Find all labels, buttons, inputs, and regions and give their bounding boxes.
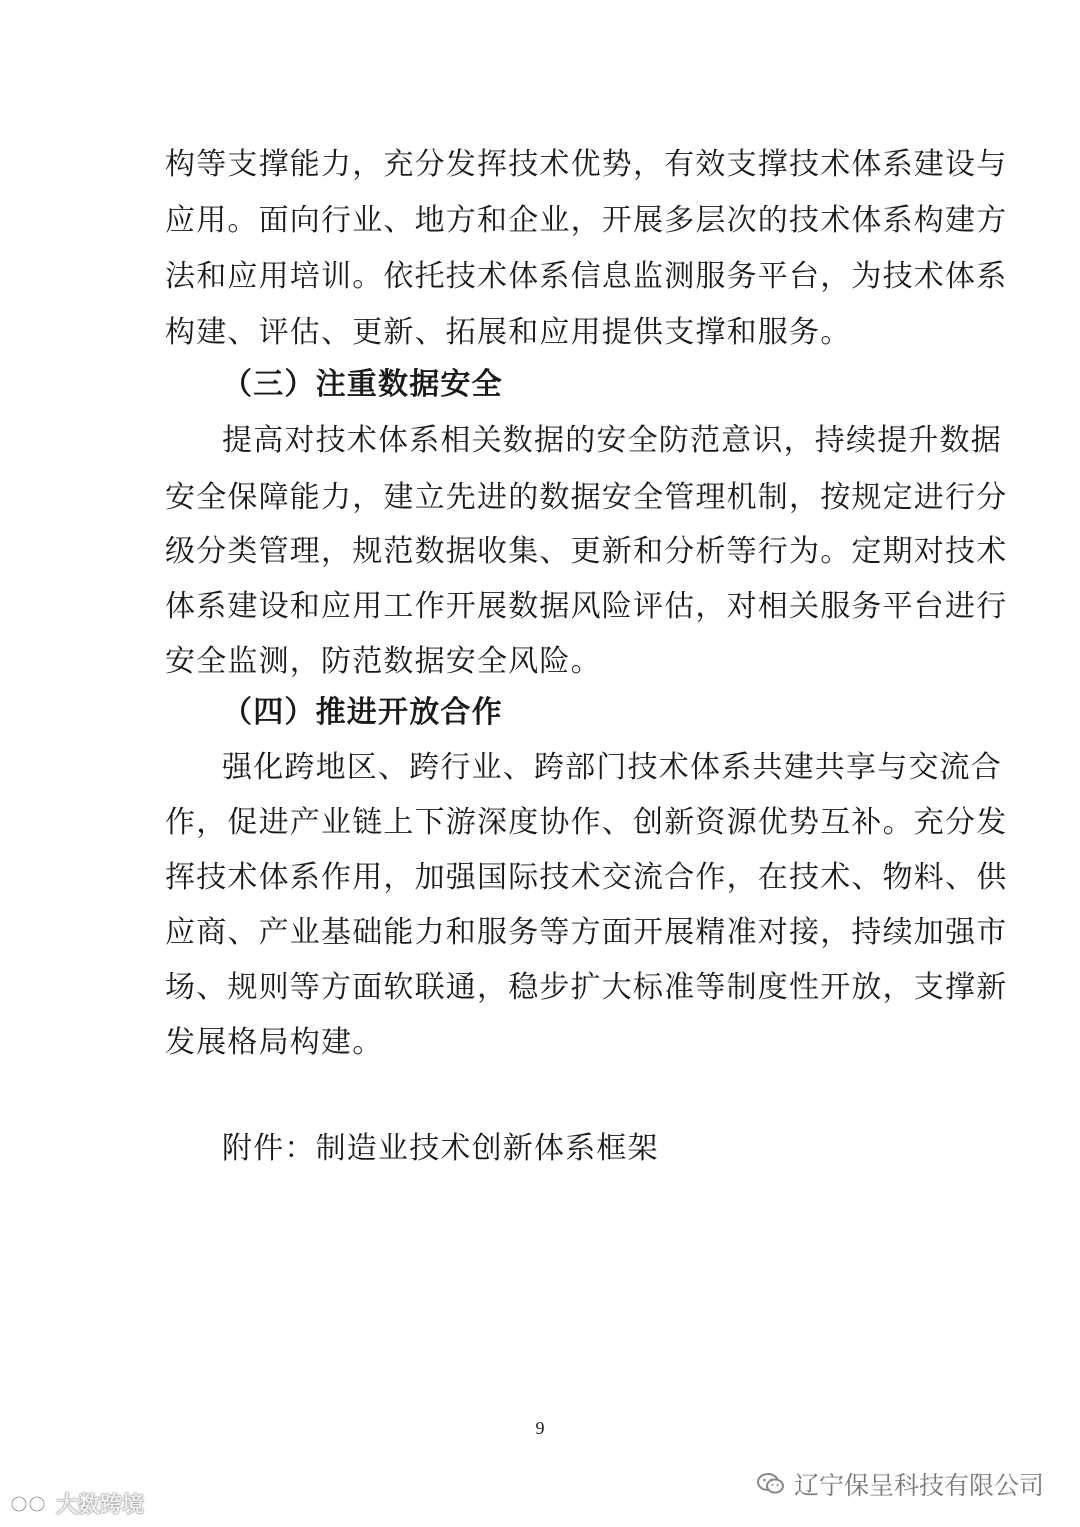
attachment-note: 附件：制造业技术创新体系框架	[222, 1131, 659, 1166]
account-watermark	[756, 1466, 1044, 1502]
body-line: 构等支撑能力，充分发挥技术优势，有效支撑技术体系建设与	[165, 147, 1008, 182]
wechat-icon	[756, 1471, 786, 1497]
section-heading-3: （三）注重数据安全	[222, 367, 503, 402]
page-number: 9	[535, 1418, 545, 1438]
body-line: 级分类管理，规范数据收集、更新和分析等行为。定期对技术	[165, 534, 1008, 569]
body-line: 体系建设和应用工作开展数据风险评估，对相关服务平台进行	[165, 589, 1008, 624]
body-line: 安全保障能力，建立先进的数据安全管理机制，按规定进行分	[165, 480, 1008, 515]
body-line: 法和应用培训。依托技术体系信息监测服务平台，为技术体系	[165, 259, 1008, 294]
body-line: 提高对技术体系相关数据的安全防范意识，持续提升数据	[222, 423, 1002, 458]
section-heading-4: （四）推进开放合作	[222, 695, 503, 730]
body-line: 构建、评估、更新、拓展和应用提供支撑和服务。	[165, 315, 852, 350]
logo-icon	[10, 1493, 50, 1515]
body-line: 应用。面向行业、地方和企业，开展多层次的技术体系构建方	[165, 203, 1008, 238]
body-line: 应商、产业基础能力和服务等方面开展精准对接，持续加强市	[165, 915, 1008, 950]
body-line: 强化跨地区、跨行业、跨部门技术体系共建共享与交流合	[222, 750, 1002, 785]
site-watermark	[10, 1488, 144, 1519]
body-line: 发展格局构建。	[165, 1025, 384, 1060]
site-name: 大数跨境	[56, 1493, 145, 1518]
body-line: 场、规则等方面软联通，稳步扩大标准等制度性开放，支撑新	[165, 970, 1008, 1005]
body-line: 安全监测，防范数据安全风险。	[165, 644, 602, 679]
body-line: 挥技术体系作用，加强国际技术交流合作，在技术、物料、供	[165, 860, 1008, 895]
account-name: 辽宁保呈科技有限公司	[793, 1471, 1044, 1500]
body-line: 作，促进产业链上下游深度协作、创新资源优势互补。充分发	[165, 805, 1008, 840]
